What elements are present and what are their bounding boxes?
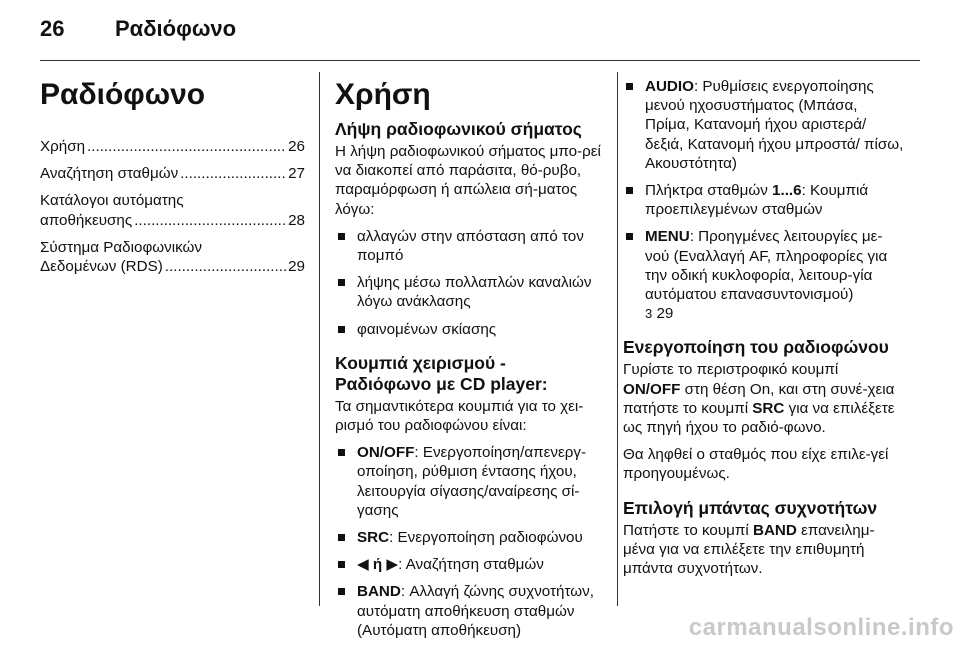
key-label: 1...6 <box>772 182 802 200</box>
toc-leader <box>134 211 286 230</box>
toc-leader <box>87 137 286 156</box>
key-label: SRC <box>357 529 390 547</box>
toc-entry-label: αποθήκευσης <box>40 211 133 229</box>
list-item: λήψης μέσω πολλαπλών καναλιών λόγω ανάκλασης <box>335 273 605 311</box>
list-item: Πλήκτρα σταθμών 1...6: Κουμπιά προεπιλεγμένων σταθμών <box>623 181 905 219</box>
toc-entry-page: 26 <box>288 138 305 155</box>
column-3 <box>623 75 905 586</box>
reception-heading: Λήψη ραδιοφωνικού σήματος <box>335 119 582 139</box>
key-label: BAND <box>357 583 401 601</box>
toc-entry-label: Σύστημα Ραδιοφωνικών <box>40 238 202 256</box>
bullet-icon <box>626 187 633 194</box>
page-reference-icon: 3 <box>645 306 653 322</box>
key-label: MENU <box>645 228 690 246</box>
list-item: ◀ ή ▶: Αναζήτηση σταθμών <box>335 555 605 574</box>
key-label: ON/OFF <box>357 444 415 462</box>
bullet-icon <box>338 279 345 286</box>
list-item: MENU: Προηγμένες λειτουργίες με-νού (Εναλλαγή AF, πληροφορίες για την οδική κυκλοφορία, λειτουρ-γία αυτόματου επανασυντονισμού) 3 29 <box>623 227 905 323</box>
column-divider <box>617 72 618 606</box>
page-reference[interactable]: 29 <box>656 305 674 323</box>
toc-entry-usage[interactable] <box>40 137 305 156</box>
bullet-icon <box>338 326 345 333</box>
bullet-icon <box>338 449 345 456</box>
toc-entry-rds[interactable] <box>40 238 305 276</box>
column-divider <box>319 72 320 606</box>
toc-entry-label: Χρήση <box>40 138 86 155</box>
toc-entry-label: Κατάλογοι αυτόματης <box>40 192 184 210</box>
controls-list <box>335 443 605 640</box>
controls-list-continued <box>623 77 905 323</box>
bullet-icon <box>338 588 345 595</box>
toc-leader <box>180 164 286 183</box>
list-item: ON/OFF: Ενεργοποίηση/απενεργ-οποίηση, ρύθμιση έντασης ήχου, λειτουργία σίγασης/αναίρεσης σί-γασης <box>335 443 605 520</box>
list-item: φαινομένων σκίασης <box>335 320 605 339</box>
watermark: carmanualsonline.info <box>688 614 954 641</box>
band-paragraph: Πατήστε το κουμπί BAND επανειλημ-μένα για να επιλέξετε την επιθυμητή μπάντα συχνοτήτων. <box>623 521 875 578</box>
list-item: αλλαγών στην απόσταση από τον πομπό <box>335 227 605 265</box>
key-label: ◀ ή ▶ <box>357 556 399 574</box>
toc-entry-label: Δεδομένων (RDS) <box>40 258 163 276</box>
power-paragraph: Γυρίστε το περιστροφικό κουμπί ON/OFF στη θέση On, και στη συνέ-χεια πατήστε το κουμπί SRC για να επιλέξετε ως πηγή ήχου το ραδιό-φωνο. <box>623 361 895 437</box>
page-header <box>40 12 920 52</box>
list-item: SRC: Ενεργοποίηση ραδιοφώνου <box>335 528 605 547</box>
list-item: BAND: Αλλαγή ζώνης συχνοτήτων, αυτόματη αποθήκευση σταθμών (Αυτόματη αποθήκευση) <box>335 582 605 640</box>
toc-column <box>40 75 305 284</box>
toc-entry-page: 28 <box>288 211 305 229</box>
usage-title: Χρήση <box>335 78 431 111</box>
toc-entry-search[interactable] <box>40 164 305 183</box>
usage-column <box>335 75 605 648</box>
reception-intro: Η λήψη ραδιοφωνικού σήματος μπο-ρεί να διακοπεί από παράσιτα, θό-ρυβο, παραμόρφωση ή απώλεια σή-ματος λόγω: <box>335 143 601 218</box>
header-rule <box>40 60 920 61</box>
toc-leader <box>165 257 286 276</box>
list-item: AUDIO: Ρυθμίσεις ενεργοποίησης μενού ηχοσυστήματος (Μπάσα, Πρίμα, Κατανομή ήχου αριστερά/ δεξιά, Κατανομή ήχου μπροστά/ πίσω, Ακουστότητα) <box>623 77 905 173</box>
bullet-icon <box>338 534 345 541</box>
toc-entry-autostore[interactable] <box>40 191 305 229</box>
page-number: 26 <box>40 16 65 41</box>
bullet-icon <box>338 561 345 568</box>
key-label: AUDIO <box>645 78 694 95</box>
bullet-icon <box>626 83 633 90</box>
band-heading: Επιλογή μπάντας συχνοτήτων <box>623 497 878 518</box>
bullet-icon <box>626 233 633 240</box>
controls-heading: Κουμπιά χειρισμού - Ραδιόφωνο με CD player: <box>335 352 548 394</box>
toc-entry-label: Αναζήτηση σταθμών <box>40 165 179 183</box>
power-heading: Ενεργοποίηση του ραδιοφώνου <box>623 337 889 358</box>
toc-entry-page: 27 <box>288 165 305 183</box>
reasons-list <box>335 227 605 339</box>
chapter-title: Ραδιόφωνο <box>115 16 237 41</box>
bullet-icon <box>338 233 345 240</box>
controls-intro: Τα σημαντικότερα κουμπιά για το χει-ρισμό του ραδιοφώνου είναι: <box>335 397 584 435</box>
power-paragraph-2: Θα ληφθεί ο σταθμός που είχε επιλε-γεί προηγουμένως. <box>623 446 889 483</box>
toc-entry-page: 29 <box>288 258 305 276</box>
toc-title: Ραδιόφωνο <box>40 78 206 111</box>
